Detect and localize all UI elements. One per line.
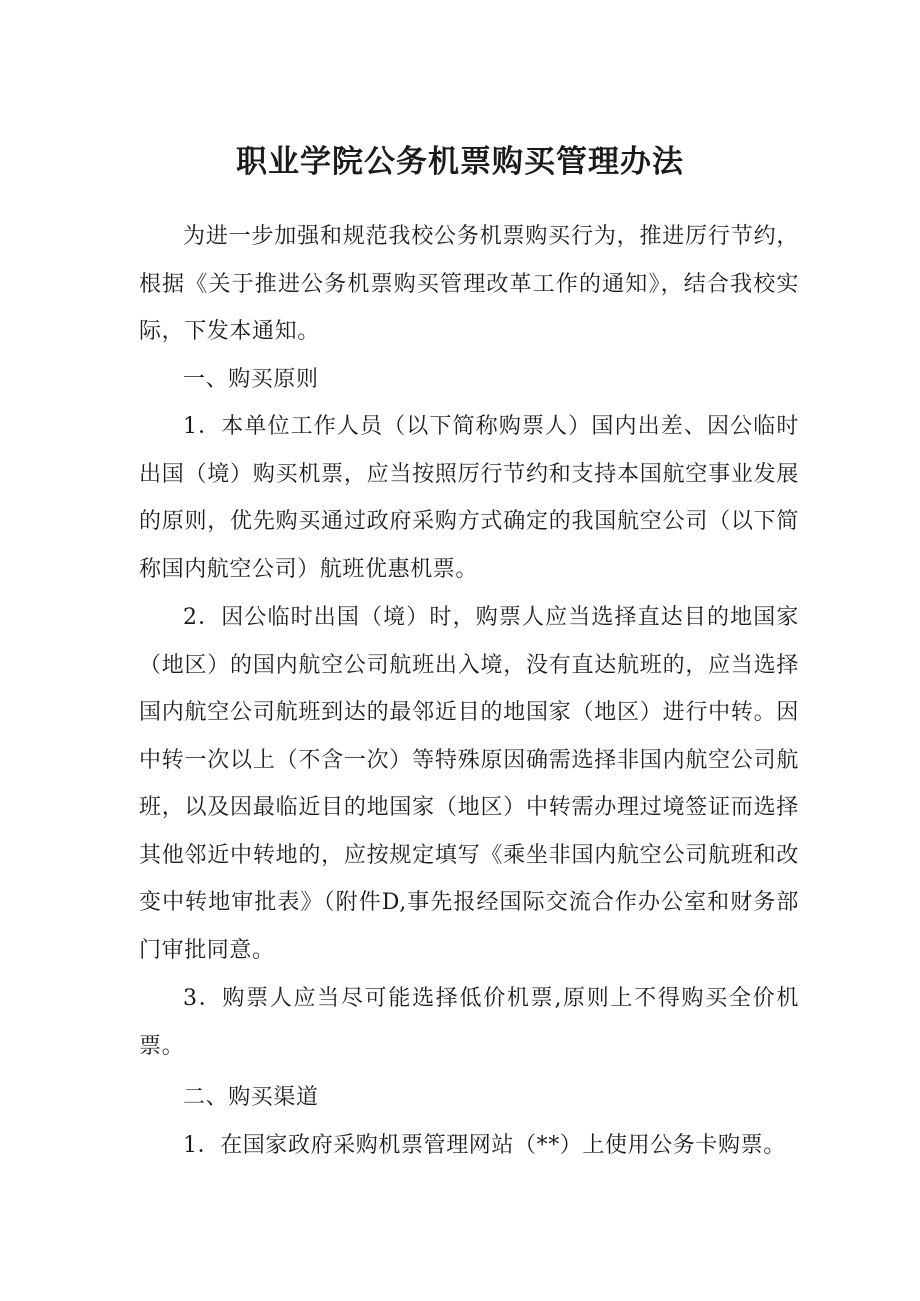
principle-item-2: 2．因公临时出国（境）时，购票人应当选择直达目的地国家（地区）的国内航空公司航班出入境，没有直达航班的，应当选择国内航空公司航班到达的最邻近目的地国家（地区）进行中转。因中转一次以上（不含一次）等特殊原因确需选择非国内航空公司航班，以及因最临近目的地国家（地区）中转需办理过境签证而选择其他邻近中转地的，应按规定填写《乘坐非国内航空公司航班和改变中转地审批表》（附件D,事先报经国际交流合作办公室和财务部门审批同意。 xyxy=(139,605,799,963)
principle-item-1: 1．本单位工作人员（以下简称购票人）国内出差、因公临时出国（境）购买机票，应当按照厉行节约和支持本国航空事业发展的原则，优先购买通过政府采购方式确定的我国航空公司（以下简称国内航空公司）航班优惠机票。 xyxy=(139,414,799,582)
principle-item-3: 3．购票人应当尽可能选择低价机票,原则上不得购买全价机票。 xyxy=(139,986,799,1059)
intro-paragraph: 为进一步加强和规范我校公务机票购买行为，推进厉行节约，根据《关于推进公务机票购买管理改革工作的通知》，结合我校实际，下发本通知。 xyxy=(139,224,799,344)
section-heading-purchase-principles: 一、购买原则 xyxy=(183,366,319,392)
section-heading-purchase-channels: 二、购买渠道 xyxy=(183,1085,319,1110)
document-body xyxy=(139,213,799,1169)
document-title: 职业学院公务机票购买管理办法 xyxy=(236,144,684,180)
channel-item-1: 1．在国家政府采购机票管理网站（**）上使用公务卡购票。 xyxy=(183,1132,786,1158)
